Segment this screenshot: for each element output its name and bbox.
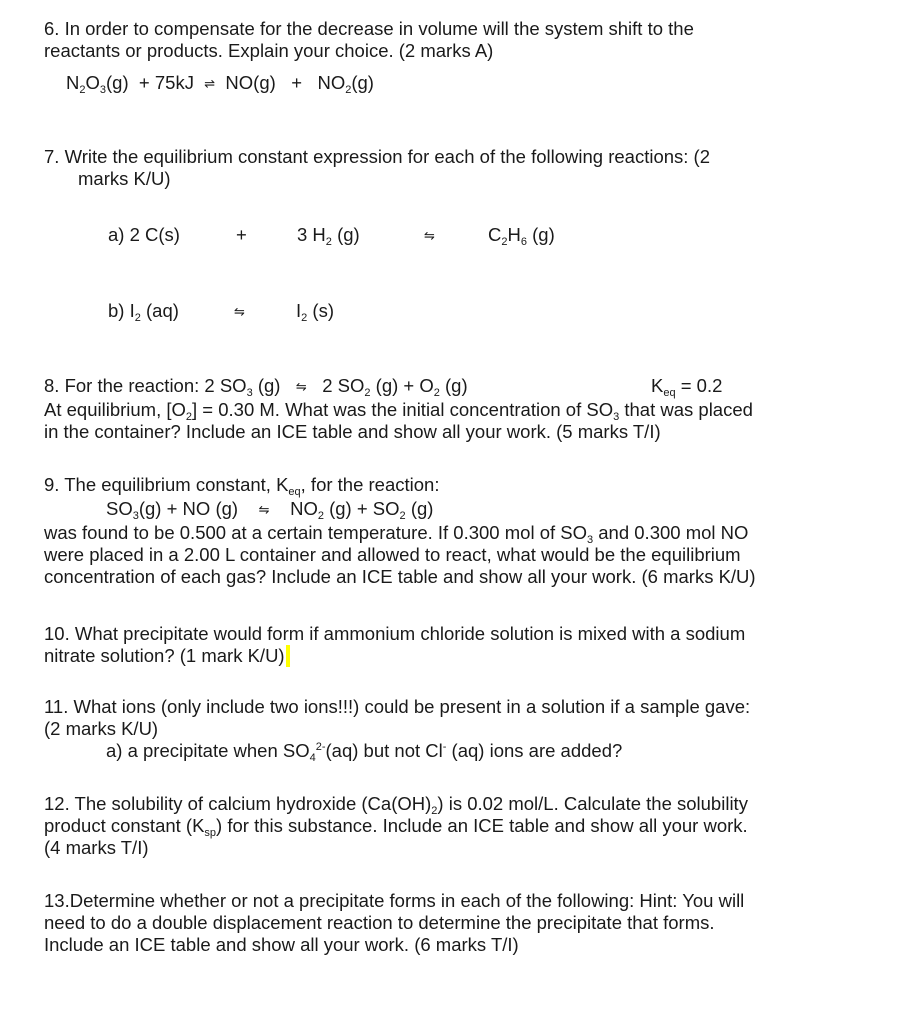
q12-line-1: 12. The solubility of calcium hydroxide $(Ca(OH)_2)$ is 0.02 mol/L. Calculate the solubility [44, 793, 748, 817]
q8-line-1: 8. For the reaction: 2 $SO_3$ (g) ⇋ 2 $SO_2$ $(g) + O_2$ (g) [44, 375, 468, 399]
question-6 [44, 18, 874, 62]
q8-line-3: in the container? Include an ICE table and show all your work. (5 marks T/I) [44, 421, 661, 442]
q10-line-2: nitrate solution? (1 mark K/U) [44, 645, 874, 667]
q6-line-2: reactants or products. Explain your choice. (2 marks A) [44, 40, 494, 61]
q11-line-1: 11. What ions (only include two ions!!!) could be present in a solution if a sample gave: [44, 696, 751, 717]
equilibrium-arrow-icon: ⇌ [204, 76, 216, 91]
q7b-equation: b) $I_2$ (aq) [108, 300, 179, 324]
question-9 [44, 474, 874, 496]
q7a-equation: a) 2 C(s) [108, 224, 180, 245]
q11-line-2: (2 marks K/U) [44, 718, 159, 739]
question-12 [44, 793, 874, 859]
q12-line-2: product constant $(K_{sp})$ for this substance. Include an ICE table and show all your work. [44, 815, 748, 839]
q7-line-2: marks K/U) [78, 168, 171, 189]
equilibrium-arrow-icon: ⇋ [258, 502, 270, 517]
q9-line-3: was found to be 0.500 at a certain temperature. If 0.300 mol of $SO_3$ and 0.300 mol NO [44, 522, 749, 546]
equilibrium-arrow-icon: ⇋ [234, 304, 245, 319]
q11-part-a: a) a precipitate when $SO_4^{2-}(aq)$ but not Cl- (aq) ions are added? [106, 740, 623, 764]
q9-line-5: concentration of each gas? Include an ICE table and show all your work. (6 marks K/U) [44, 566, 756, 587]
question-13 [44, 890, 874, 956]
q8-keq: $K_{eq} = 0.2$ [651, 375, 723, 399]
q13-line-2: need to do a double displacement reaction to determine the precipitate that forms. [44, 912, 715, 933]
q9-equation: $SO_3(g)$ + NO (g) ⇋ $NO_2$ $(g) + SO_2$ (g) [106, 498, 434, 522]
question-7 [44, 146, 874, 190]
equilibrium-arrow-icon: ⇋ [295, 379, 307, 394]
q13-line-3: Include an ICE table and show all your work. (6 marks T/I) [44, 934, 519, 955]
q10-line-1: 10. What precipitate would form if ammonium chloride solution is mixed with a sodium [44, 623, 746, 644]
q7-line-1: 7. Write the equilibrium constant expression for each of the following reactions: (2 [44, 146, 710, 167]
worksheet-page: 6. In order to compensate for the decrease in volume will the system shift to the reactants or products. Explain your choice. (2 marks A) $N_2O_3(g) + 75kJ$ ⇌ NO(g) + $NO_2(g)$ 7. Write the equilibrium constant expression for each of the following reactions: (2 marks K/U) a) 2 C(s) + 3 $H_2$ (g) ⇋ $C_2H_6$ (g) b) $I_2$ (aq) ⇋ $I_2$ (s) 8. For the reaction: 2 $SO_3$ (g) ⇋ 2 $SO_2$ $(g) + O_2$ (g) $K_{eq} = 0.2$ At equilibrium, $[O_2] = 0.30$ M. What was the initial concentration of $SO_3$ that was placed in the container? Include an ICE table and show all your work. (5 marks T/I) 9. The equilibrium constant, $K_{eq}$, for the reaction: $SO_3(g)$ + NO (g) ⇋ $NO_2$ $(g) + SO_2$ (g) was found to be 0.500 at a certain temperature. If 0.300 mol of $SO_3$ and 0.300 mol NO were placed in a 2.00 L container and allowed to react, what would be the equilibrium concentration of each gas? Include an ICE table and show all your work. (6 marks K/U) 10. What precipitate would form if ammonium chloride solution is mixed with a sodium nitrate solution? (1 mark K/U) 11. What ions (only include two ions!!!) could be present in a solution if a sample gave: (2 marks K/U) a) a precipitate when $SO_4^{2-}(aq)$ but not Cl- (aq) ions are added? 12. The solubility of calcium hydroxide $(Ca(OH)_2)$ is 0.02 mol/L. Calculate the solubility product constant $(K_{sp})$ for this substance. Include an ICE table and show all your work. (4 marks T/I) 13.Determine whether or not a precipitate forms in each of the following: Hint: You will need to do a double displacement reaction to determine the precipitate that forms. Include an ICE table and show all your work. (6 marks T/I) [0, 0, 921, 1024]
q12-line-3: (4 marks T/I) [44, 837, 149, 858]
equilibrium-arrow-icon: ⇋ [424, 228, 435, 243]
q6-equation: $N_2O_3(g) + 75kJ$ ⇌ NO(g) + $NO_2(g)$ [66, 72, 374, 96]
question-11 [44, 696, 874, 762]
question-10 [44, 623, 874, 667]
q9-line-4: were placed in a 2.00 L container and allowed to react, what would be the equilibrium [44, 544, 741, 565]
q8-line-2: At equilibrium, $[O_2] = 0.30$ M. What was the initial concentration of $SO_3$ that was placed [44, 399, 753, 423]
question-8 [44, 399, 874, 443]
text-cursor-highlight [286, 645, 290, 667]
q9-line-1: 9. The equilibrium constant, $K_{eq}$, for the reaction: [44, 474, 440, 498]
q13-line-1: 13.Determine whether or not a precipitate forms in each of the following: Hint: You will [44, 890, 745, 911]
q6-line-1: 6. In order to compensate for the decrease in volume will the system shift to the [44, 18, 694, 39]
